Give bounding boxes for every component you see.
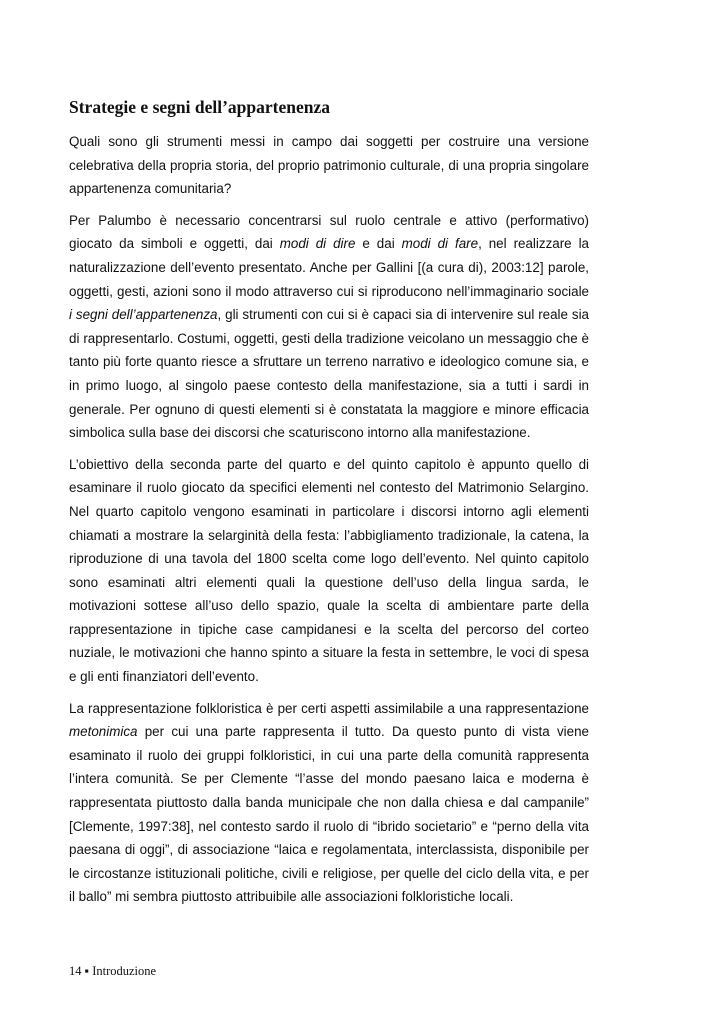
paragraph <box>69 697 589 909</box>
paragraph <box>69 130 589 201</box>
italic-text: modi di dire <box>279 236 356 252</box>
text-run: per cui una parte rappresenta il tutto. Da questo punto di vista viene esaminato il ruolo dei gruppi folkloristici, in cui una parte della comunità rappresenta l’intera comunità. Se per Clemente “l’asse del mondo paesano laica e moderna è rappresentata piuttosto dalla banda municipale che non dalla chiesa e dal campanile” [Clemente, 1997:38], nel contesto sardo il ruolo di “ibrido societario” e “perno della vita paesana di oggi”, di associazione “laica e regolamentata, interclassista, disponibile per le circostanze istituzionali politiche, civili e religiose, per quelle del ciclo della vita, e per il ballo” mi sembra piuttosto attribuibile alle associazioni folkloristiche locali. <box>69 724 589 905</box>
italic-text: metonimica <box>69 724 138 740</box>
text-run: Per Palumbo è necessario concentrarsi sul ruolo centrale e attivo (performativo) giocato da simboli e oggetti, dai <box>69 212 589 252</box>
italic-text: modi di fare <box>401 236 479 252</box>
footer-separator: ▪ <box>84 964 90 978</box>
footer-section: Introduzione <box>92 964 157 978</box>
paragraph <box>69 453 589 689</box>
text-run: Quali sono gli strumenti messi in campo dai soggetti per costruire una versione celebrativa della propria storia, del proprio patrimonio culturale, di una propria singolare appartenenza comunitaria? <box>69 134 589 197</box>
text-run: La rappresentazione folkloristica è per certi aspetti assimilabile a una rappresentazione <box>69 700 589 716</box>
text-run: , nel realizzare la naturalizzazione dell’evento presentato. Anche per Gallini [(a cura di), 2003:12] parole, oggetti, gesti, azioni sono il modo attraverso cui si riproducono nell’immaginario sociale <box>69 236 589 299</box>
text-run: e dai <box>355 236 402 252</box>
page-number: 14 <box>69 964 82 978</box>
paragraph <box>69 209 589 445</box>
italic-text: i segni dell’appartenenza <box>69 307 218 323</box>
text-run: , gli strumenti con cui si è capaci sia di intervenire sul reale sia di rappresentarlo. Costumi, oggetti, gesti della tradizione veicolano un messaggio che è tanto più forte quanto riesce a sfruttare un terreno narrativo e ideologico comune sia, e in primo luogo, al singolo paese contesto della manifestazione, sia a tutti i sardi in generale. Per ognuno di questi elementi si è constatata la maggiore e minore efficacia simbolica sulla base dei discorsi che scaturiscono intorno alla manifestazione. <box>69 307 589 441</box>
text-run: L’obiettivo della seconda parte del quarto e del quinto capitolo è appunto quello di esaminare il ruolo giocato da specifici elementi nel contesto del Matrimonio Selargino. Nel quarto capitolo vengono esaminati in particolare i discorsi intorno agli elementi chiamati a mostrare la selarginità della festa: l’abbigliamento tradizionale, la catena, la riproduzione di una tavola del 1800 scelta come logo dell’evento. Nel quinto capitolo sono esaminati altri elementi quali la questione dell’uso della lingua sarda, le motivazioni sottese all’uso dello spazio, quale la scelta di ambientare parte della rappresentazione in tipiche case campidanesi e la scelta del percorso del corteo nuziale, le motivazioni che hanno spinto a situare la festa in settembre, le voci di spesa e gli enti finanziatori dell’evento. <box>69 456 589 685</box>
page-footer <box>69 963 156 979</box>
section-title: Strategie e segni dell’appartenenza <box>69 97 330 117</box>
body-text <box>69 130 589 917</box>
